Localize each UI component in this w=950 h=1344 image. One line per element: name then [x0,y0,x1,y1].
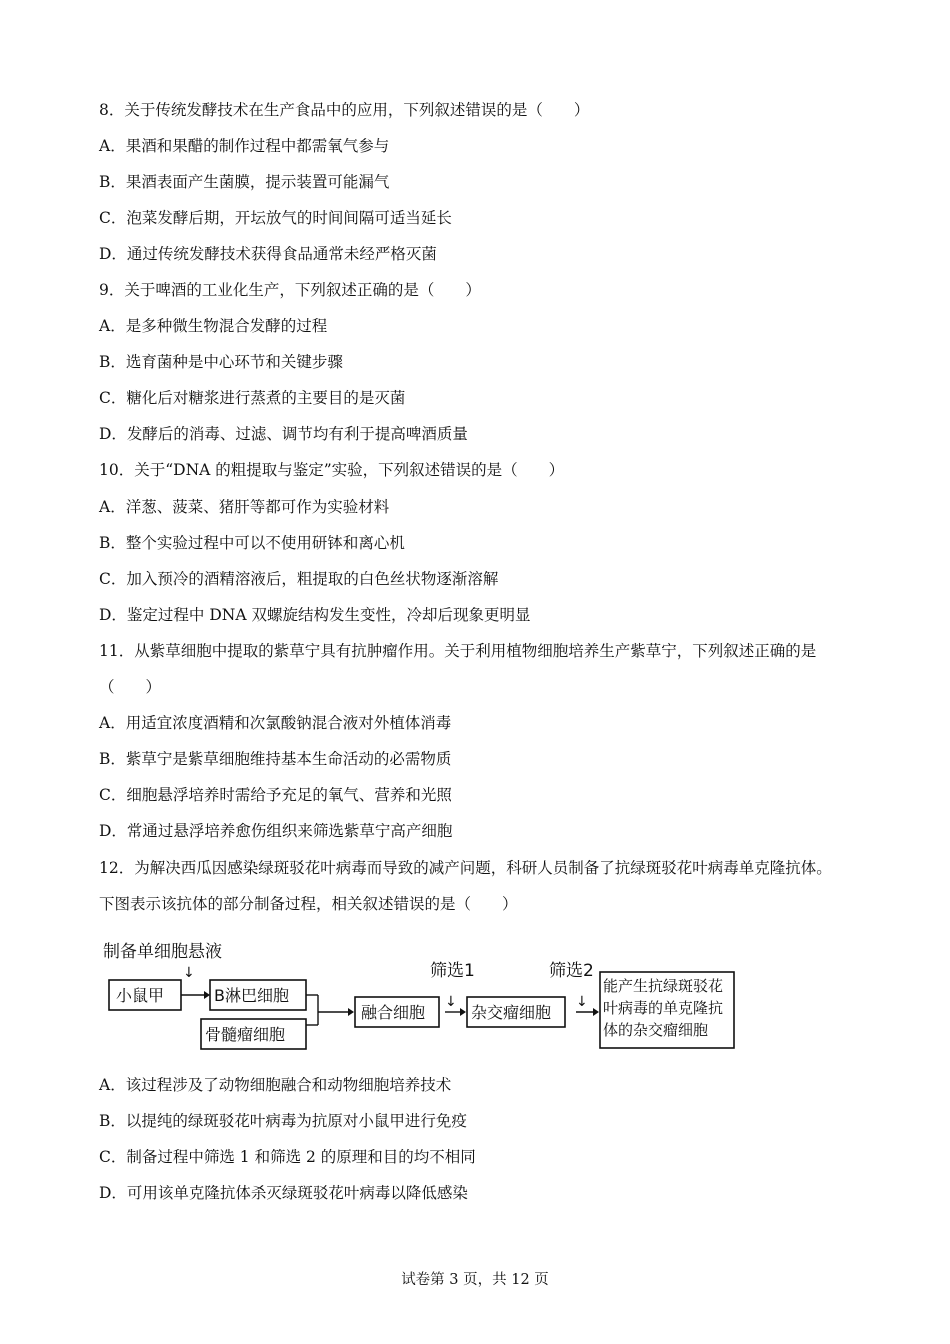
question-11-stem-cont: （ ） [99,678,162,696]
question-12-option-a: A．该过程涉及了动物细胞融合和动物细胞培养技术 [99,1076,452,1094]
mouse-label: 小鼠甲 [116,986,165,1005]
fused-label: 融合细胞 [361,1003,426,1022]
question-9-option-d: D．发酵后的消毒、过滤、调节均有利于提高啤酒质量 [99,425,468,443]
down-arrow-icon: ↓ [183,965,195,981]
question-11-option-c: C．细胞悬浮培养时需给予充足的氧气、营养和光照 [99,786,452,804]
screen-2-label: 筛选2 [549,961,594,981]
question-12-stem: 12．为解决西瓜因感染绿斑驳花叶病毒而导致的减产问题，科研人员制备了抗绿斑驳花叶病毒单克隆抗体。 [99,859,832,877]
down-arrow-icon: ↓ [445,994,457,1010]
diagram-top-label: 制备单细胞悬液 [103,942,222,962]
question-10-option-d: D．鉴定过程中 DNA 双螺旋结构发生变性，冷却后现象更明显 [99,606,531,624]
question-8-option-b: B．果酒表面产生菌膜，提示装置可能漏气 [99,173,390,191]
page-footer: 试卷第 3 页，共 12 页 [401,1272,549,1288]
final-cell-line-3: 体的杂交瘤细胞 [603,1021,709,1039]
question-10-option-c: C．加入预冷的酒精溶液后，粗提取的白色丝状物逐渐溶解 [99,570,499,588]
hybridoma-label: 杂交瘤细胞 [471,1003,552,1022]
antibody-preparation-diagram [100,935,750,1060]
down-arrow-icon: ↓ [576,994,588,1010]
question-8-option-d: D．通过传统发酵技术获得食品通常未经严格灭菌 [99,245,437,263]
question-10-option-b: B．整个实验过程中可以不使用研钵和离心机 [99,534,405,552]
question-11-option-a: A．用适宜浓度酒精和次氯酸钠混合液对外植体消毒 [99,714,452,732]
b-cell-label: B淋巴细胞 [214,986,289,1005]
question-9-option-c: C．糖化后对糖浆进行蒸煮的主要目的是灭菌 [99,389,406,407]
question-12-option-b: B．以提纯的绿斑驳花叶病毒为抗原对小鼠甲进行免疫 [99,1112,467,1130]
arrow-head-icon [593,1008,599,1016]
question-8-stem: 8．关于传统发酵技术在生产食品中的应用，下列叙述错误的是（ ） [99,101,590,119]
question-12-option-c: C．制备过程中筛选 1 和筛选 2 的原理和目的均不相同 [99,1148,476,1166]
question-10-option-a: A．洋葱、菠菜、猪肝等都可作为实验材料 [99,498,390,516]
question-8-option-a: A．果酒和果醋的制作过程中都需氧气参与 [99,137,390,155]
question-11-stem: 11．从紫草细胞中提取的紫草宁具有抗肿瘤作用。关于利用植物细胞培养生产紫草宁，下列叙述正确的是 [99,642,817,660]
screen-1-label: 筛选1 [430,961,475,981]
myeloma-label: 骨髓瘤细胞 [205,1025,286,1044]
arrow-head-icon [204,991,210,999]
arrow-head-icon [348,1008,354,1016]
question-9-option-b: B．选育菌种是中心环节和关键步骤 [99,353,343,371]
arrow-head-icon [460,1008,466,1016]
question-11-option-d: D．常通过悬浮培养愈伤组织来筛选紫草宁高产细胞 [99,822,453,840]
question-12-stem-cont: 下图表示该抗体的部分制备过程，相关叙述错误的是（ ） [99,895,518,913]
final-cell-line-1: 能产生抗绿斑驳花 [603,977,724,995]
question-11-option-b: B．紫草宁是紫草细胞维持基本生命活动的必需物质 [99,750,452,768]
question-10-stem: 10．关于“DNA 的粗提取与鉴定”实验，下列叙述错误的是（ ） [99,461,565,479]
question-12-option-d: D．可用该单克隆抗体杀灭绿斑驳花叶病毒以降低感染 [99,1184,468,1202]
question-8-option-c: C．泡菜发酵后期，开坛放气的时间间隔可适当延长 [99,209,452,227]
final-cell-line-2: 叶病毒的单克隆抗 [603,999,724,1017]
question-9-stem: 9．关于啤酒的工业化生产，下列叙述正确的是（ ） [99,281,481,299]
question-9-option-a: A．是多种微生物混合发酵的过程 [99,317,328,335]
